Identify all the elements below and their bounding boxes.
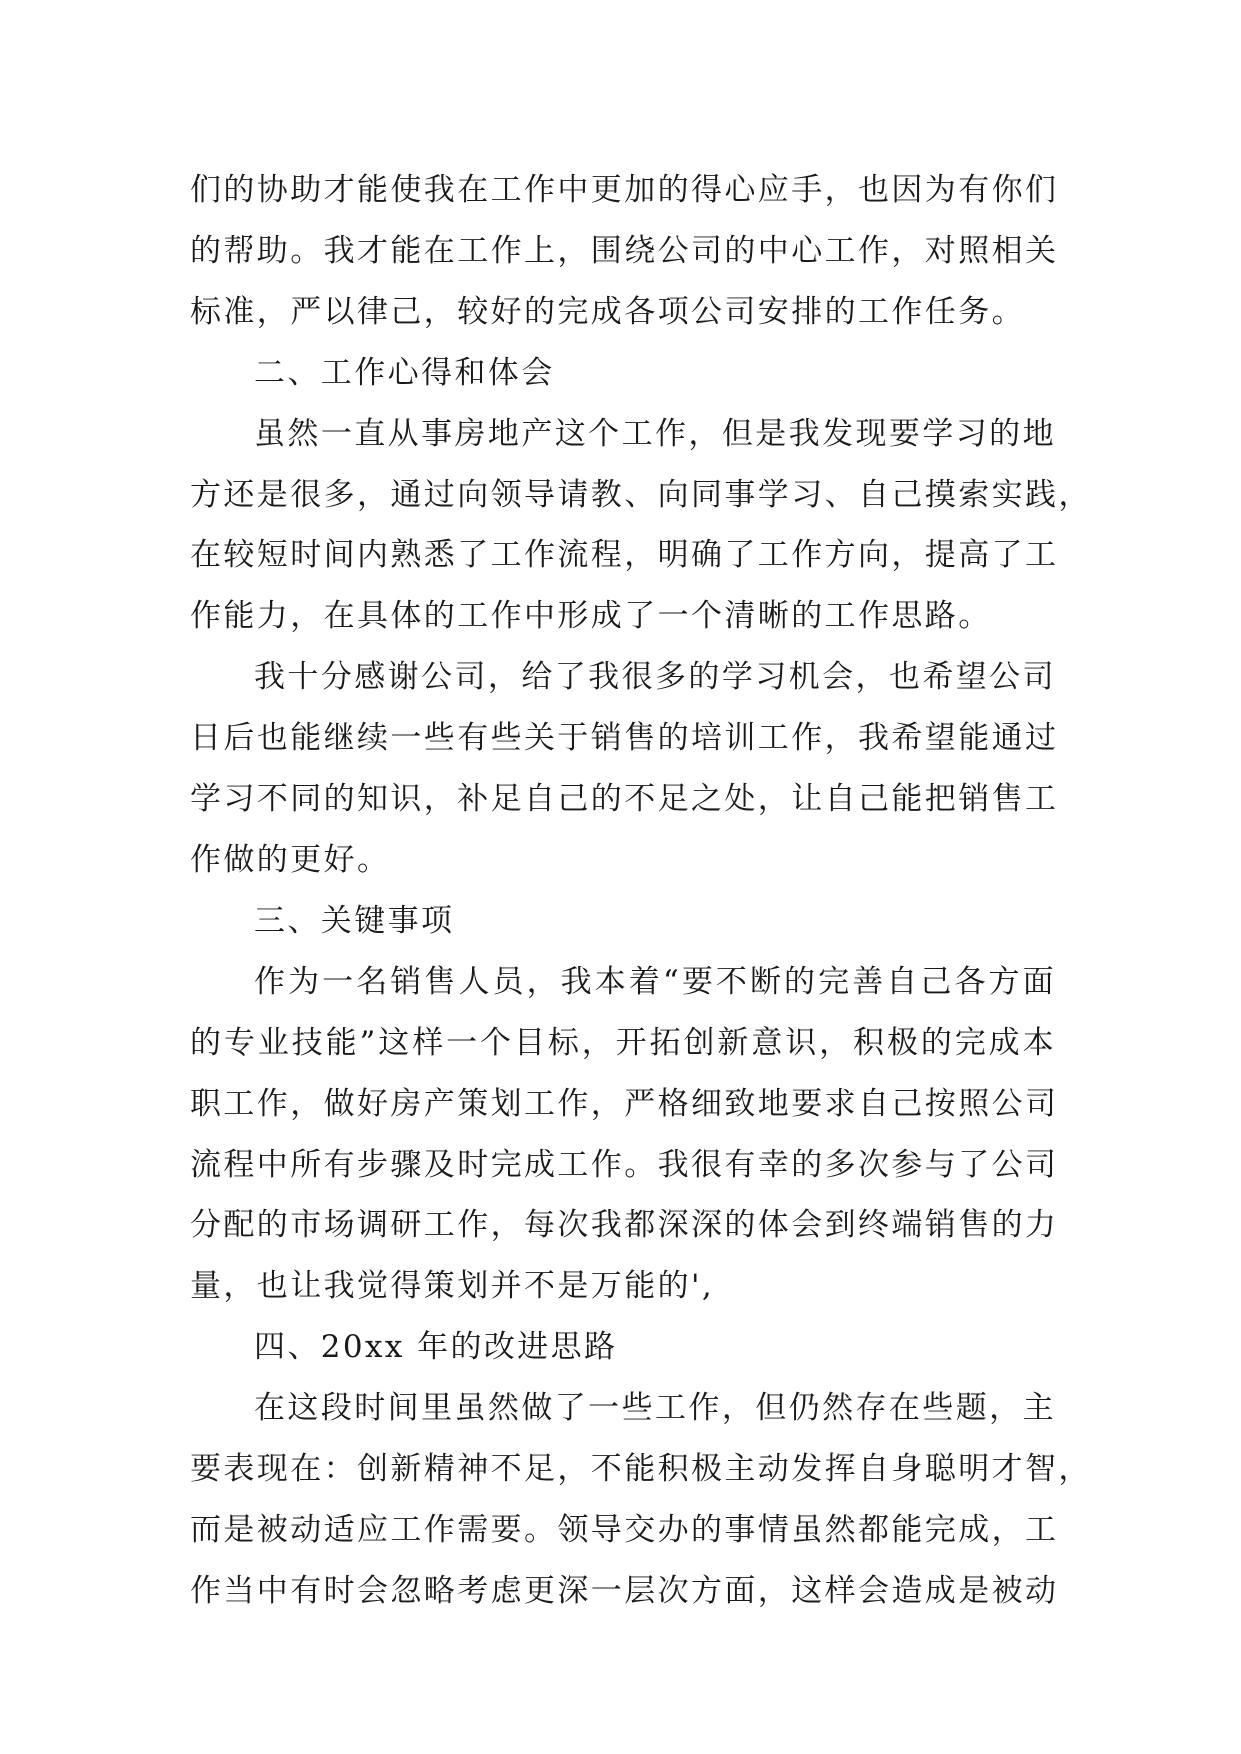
text-line: 流程中所有步骤及时完成工作。我很有幸的多次参与了公司: [190, 1146, 1059, 1183]
text-line: 们的协助才能使我在工作中更加的得心应手，也因为有你们: [190, 172, 1059, 208]
text-line: 分配的市场调研工作，每次我都深深的体会到终端销售的力: [190, 1207, 1059, 1244]
text-line: 要表现在：创新精神不足，不能积极主动发挥自身聪明才智，: [190, 1451, 1092, 1488]
text-line: 职工作，做好房产策划工作，严格细致地要求自己按照公司: [190, 1085, 1059, 1122]
text-line: 在较短时间内熟悉了工作流程，明确了工作方向，提高了工: [190, 537, 1059, 574]
text-line: 在这段时间里虽然做了一些工作，但仍然存在些题，主: [254, 1390, 1056, 1427]
text-line: 标准，严以律己，较好的完成各项公司安排的工作任务。: [190, 293, 1025, 330]
text-line: 作能力，在具体的工作中形成了一个清晰的工作思路。: [190, 598, 992, 635]
section-heading: 四、20xx 年的改进思路: [254, 1329, 618, 1366]
text-line: 的专业技能”这样一个目标，开拓创新意识，积极的完成本: [190, 1024, 1056, 1061]
document-body: [190, 160, 1092, 1622]
text-line: 虽然一直从事房地产这个工作，但是我发现要学习的地: [254, 415, 1056, 452]
text-line: 作做的更好。: [190, 841, 391, 878]
text-line: 学习不同的知识，补足自己的不足之处，让自己能把销售工: [190, 781, 1059, 818]
text-line: 作为一名销售人员，我本着“要不断的完善自己各方面: [254, 963, 1056, 1000]
section-heading: 三、关键事项: [254, 902, 455, 939]
text-line: 而是被动适应工作需要。领导交办的事情虽然都能完成，工: [190, 1511, 1059, 1548]
text-line: 的帮助。我才能在工作上，围绕公司的中心工作，对照相关: [190, 232, 1059, 269]
text-line: 量，也让我觉得策划并不是万能的',: [190, 1268, 715, 1305]
text-line: 作当中有时会忽略考虑更深一层次方面，这样会造成是被动: [190, 1572, 1059, 1609]
text-line: 日后也能继续一些有些关于销售的培训工作，我希望能通过: [190, 720, 1059, 757]
text-line: 方还是很多，通过向领导请教、向同事学习、自己摸索实践，: [190, 476, 1092, 513]
section-heading: 二、工作心得和体会: [254, 354, 555, 391]
text-line: 我十分感谢公司，给了我很多的学习机会，也希望公司: [254, 659, 1056, 696]
